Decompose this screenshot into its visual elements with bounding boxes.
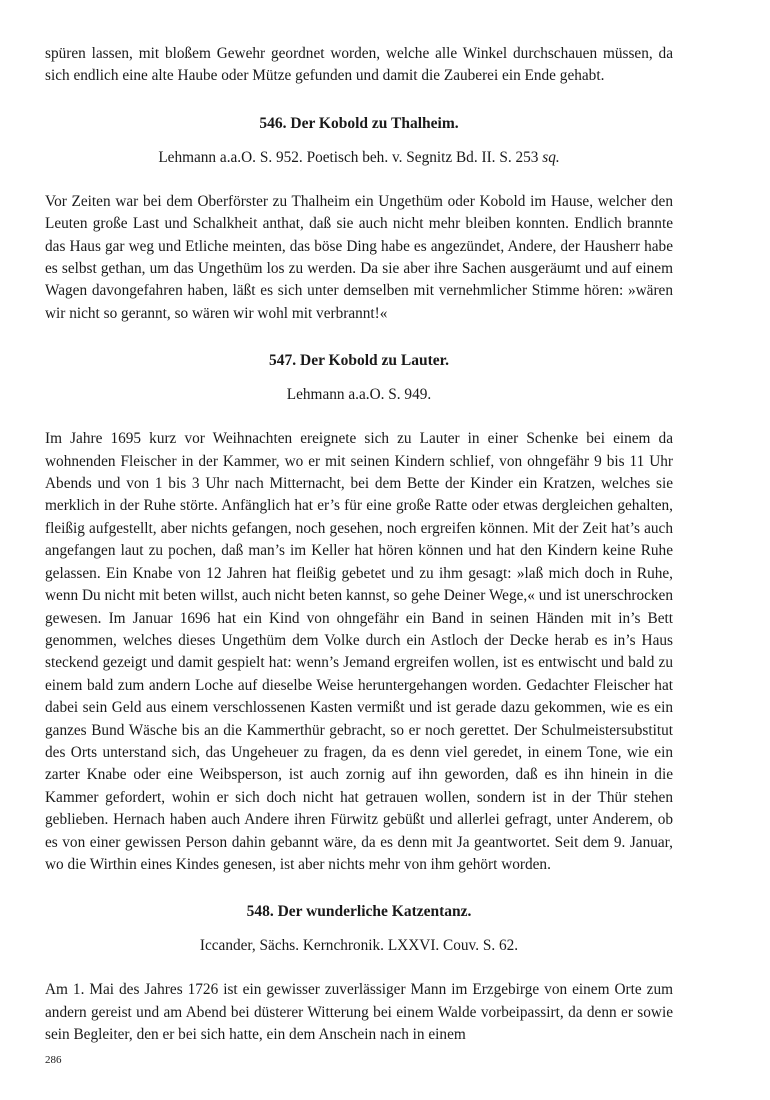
section-heading: 548. Der wunderliche Katzentanz. xyxy=(246,903,472,921)
section-548 xyxy=(45,901,673,1046)
section-text: Vor Zeiten war bei dem Oberförster zu Thalheim ein Ungethüm oder Kobold im Hause, welcher den Leuten große Last und Schalkheit anthat, daß sie auch nicht mehr bleiben konnten. Endlich brannte das Haus gar weg und Etliche meinten, das böse Ding habe es angezündet, Andere, der Hausherr habe es selbst gethan, um das Ungethüm los zu werden. Da sie aber ihre Sachen ausgeräumt und auf einem Wagen davongefahren haben, läßt es sich unter demselben mit vernehmlicher Stimme hören: »wären wir nicht so gerannt, so wären wir wohl mit verbrannt!« xyxy=(45,192,673,322)
section-source xyxy=(45,147,673,169)
section-text: Im Jahre 1695 kurz vor Weihnachten ereignete sich zu Lauter in einer Schenke bei einem da wohnenden Fleischer in der Kammer, wo er mit seinen Kindern schlief, von ohngefähr 9 bis 11 Uhr Abends und von 1 bis 3 Uhr nach Mitternacht, bei dem Bette der Kinder ein Kratzen, welches sie merklich in der Ruhe störte. Anfänglich hat er’s für eine große Ratte oder etwas dergleichen gehalten, fleißig aufgestellt, aber nichts gefangen, noch gesehen, noch ergreifen können. Mit der Zeit hat’s auch angefangen laut zu pochen, daß man’s im Keller hat hören können und hat den Kindern keine Ruhe gelassen. Ein Knabe von 12 Jahren hat fleißig gebetet und zu ihm gesagt: »laß mich doch in Ruhe, wenn Du nicht mit beten willst, auch nicht beten kannst, so gehe Deiner Wege,« und ist unerschrocken gewesen. Im Januar 1696 hat ein Kind von ohngefähr ein Band in seinen Händen mit in’s Bett genommen, welches dieses Ungethüm dem Volke durch ein Astloch der Decke herab es in’s Haus steckend gezeigt und damit gespielt hat: wenn’s Jemand ergreifen wollen, ist es entwischt und bald zu einem bald zum andern Loche auf dieselbe Weise heruntergehangen worden. Gedachter Fleischer hat dabei sein Geld aus einem verschlossenen Kasten vermißt und ist gerade dazu gekommen, wie es ein ganzes Bund Wäsche bis an die Kammerthür gebracht, so er noch gerettet. Der Schulmeistersubstitut des Orts unterstand sich, das Ungeheuer zu fragen, da es denn viel geredet, in einem Tone, wie ein zarter Knabe oder eine Weibsperson, ist auch zornig auf ihn geworden, daß es ihn hinein in die Kammer gefordert, wohin er sich doch nicht hat getrauen wollen, sondern ist in der Thür stehen geblieben. Hernach haben auch Andere ihren Fürwitz gebüßt und allerlei gefragt, unter Anderem, ob es von einer gewissen Person dahin gebannt wäre, da es denn mit Ja geantwortet. Seit dem 9. Januar, wo die Wirthin eines Kindes genesen, ist aber nichts mehr von ihm gehört worden. xyxy=(45,430,673,873)
section-source: Lehmann a.a.O. S. 949. xyxy=(286,386,432,404)
page-content xyxy=(45,43,673,1047)
source-citation: Lehmann a.a.O. S. 952. Poetisch beh. v. Segnitz Bd. II. S. 253 xyxy=(158,148,539,166)
source-suffix: sq. xyxy=(542,148,560,166)
intro-paragraph: spüren lassen, mit bloßem Gewehr geordnet worden, welche alle Winkel durchschauen müssen, da sich endlich eine alte Haube oder Mütze gefunden und damit die Zauberei ein Ende gehabt. xyxy=(45,45,673,85)
section-text: Am 1. Mai des Jahres 1726 ist ein gewisser zuverlässiger Mann im Erzgebirge von einem Orte zum andern gereist und am Abend bei düsterer Witterung bei einem Walde vorbeipassirt, da denn er sowie sein Begleiter, den er bei sich hatte, ein dem Anschein nach in einem xyxy=(45,981,673,1044)
section-heading: 547. Der Kobold zu Lauter. xyxy=(269,352,449,370)
section-547 xyxy=(45,350,673,876)
section-546 xyxy=(45,113,673,325)
section-heading: 546. Der Kobold zu Thalheim. xyxy=(259,114,459,132)
page-number: 286 xyxy=(45,1054,62,1066)
section-source: Iccander, Sächs. Kernchronik. LXXVI. Couv. S. 62. xyxy=(199,937,519,955)
